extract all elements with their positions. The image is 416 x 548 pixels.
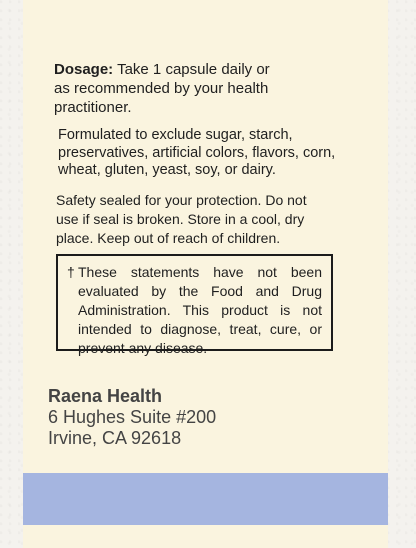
- company-address-block: [48, 386, 216, 449]
- safety-line-2: use if seal is broken. Store in a cool, dry: [56, 211, 305, 227]
- dosage-text-line-2: as recommended by your health: [54, 80, 269, 97]
- safety-line-1: Safety sealed for your protection. Do not: [56, 192, 307, 208]
- dosage-text-line-3: practitioner.: [54, 99, 132, 116]
- dosage-label: Dosage:: [54, 61, 114, 78]
- formulation-line-3: wheat, gluten, yeast, soy, or dairy.: [58, 162, 276, 178]
- dagger-symbol: †: [67, 264, 75, 280]
- fda-disclaimer-text: These statements have not been evaluated by the Food and Drug Administration. This product is not intended to diagnose, treat, cure, or prevent any disease.: [78, 264, 322, 356]
- address-line-1: 6 Hughes Suite #200: [48, 407, 217, 427]
- safety-section: [56, 191, 307, 248]
- dosage-section: [54, 60, 270, 117]
- company-name: Raena Health: [48, 386, 163, 406]
- address-line-2: Irvine, CA 92618: [48, 428, 182, 448]
- formulation-line-1: Formulated to exclude sugar, starch,: [58, 127, 293, 143]
- safety-line-3: place. Keep out of reach of children.: [56, 230, 281, 246]
- fda-disclaimer-box: [56, 254, 333, 356]
- dosage-line-1: [54, 60, 270, 79]
- formulation-section: [58, 127, 335, 180]
- supplement-label-panel: [23, 0, 388, 548]
- formulation-line-2: preservatives, artificial colors, flavors, corn,: [58, 144, 336, 161]
- dosage-text-line-1: Take 1 capsule daily or: [113, 61, 270, 78]
- blue-color-band: [23, 473, 388, 525]
- fda-disclaimer-text-wrapper: [67, 263, 322, 358]
